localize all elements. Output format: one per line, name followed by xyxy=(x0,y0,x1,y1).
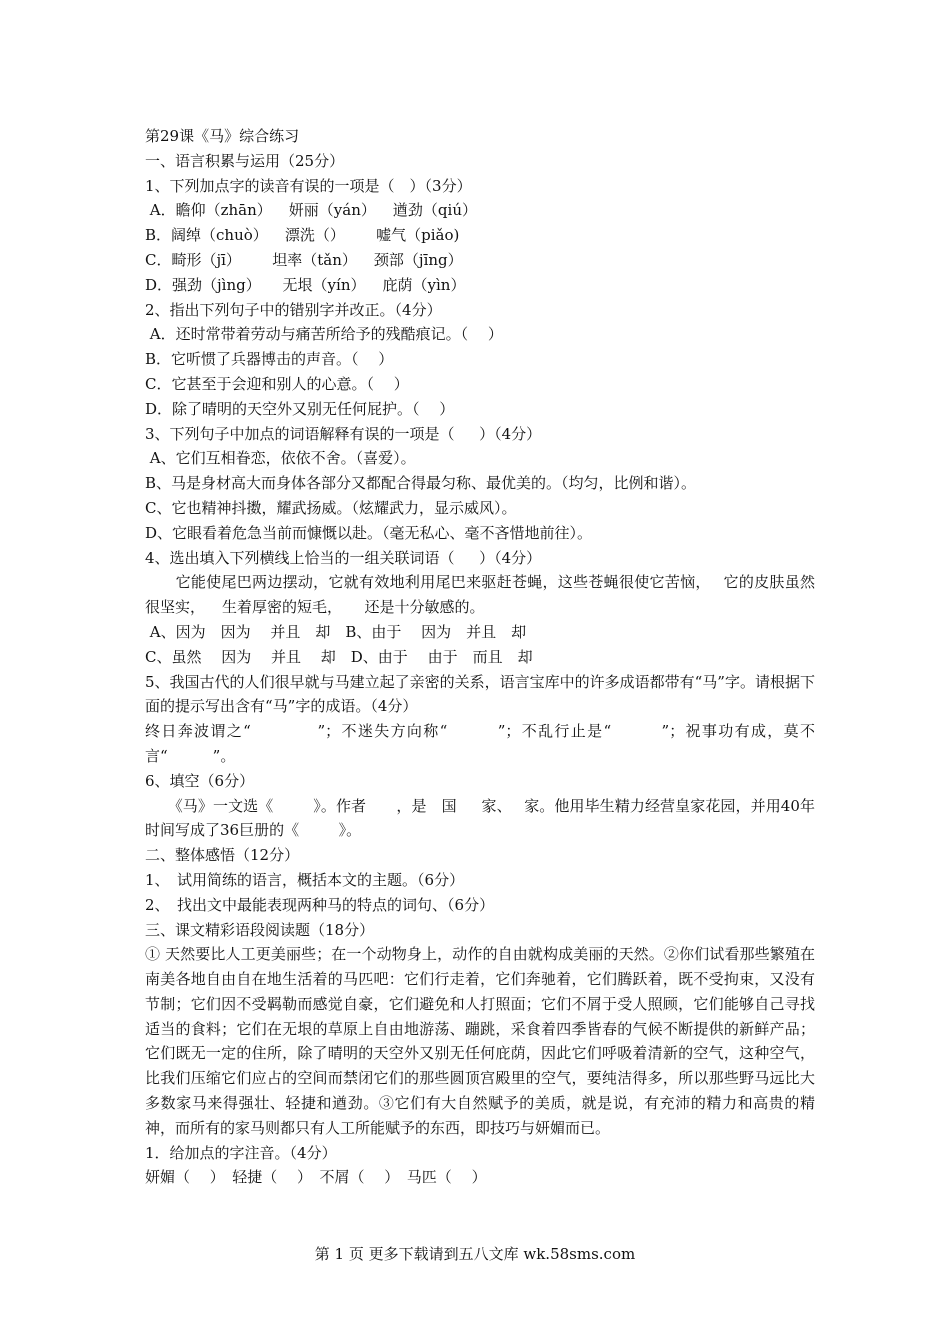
question-6-text: 《马》一文选《 》。作者 ，是 国 家、 家。他用毕生精力经营皇家花园，并用40年时间写成了36巨册的《 》。 xyxy=(145,796,815,840)
section-2-heading: 二、整体感悟（12分） xyxy=(145,846,300,865)
question-3-option-b: B、马是身材高大而身体各部分又都配合得最匀称、最优美的。（均匀，比例和谐）。 xyxy=(145,474,697,493)
question-2-option-a: A．还时常带着劳动与痛苦所给予的残酷痕记。（ ） xyxy=(145,325,503,344)
question-4-stem: 4、选出填入下列横线上恰当的一组关联词语（ ）（4分） xyxy=(145,548,542,567)
question-6-stem: 6、填空（6分） xyxy=(145,771,255,790)
reading-question-1-stem: 1．给加点的字注音。（4分） xyxy=(145,1143,337,1162)
section-3-heading: 三、课文精彩语段阅读题（18分） xyxy=(145,920,375,939)
question-5-stem: 5、我国古代的人们很早就与马建立起了亲密的关系，语言宝库中的许多成语都带有“马”字。请根据下面的提示写出含有“马”字的成语。（4分） xyxy=(145,672,815,716)
section-1-heading: 一、语言积累与运用（25分） xyxy=(145,151,345,170)
question-1-stem: 1、下列加点字的读音有误的一项是（ ）（3分） xyxy=(145,176,472,195)
question-1-option-a: A．瞻仰（zhān） 妍丽（yán） 遒劲（qiú） xyxy=(145,201,477,220)
question-3-option-c: C、它也精神抖擞，耀武扬威。（炫耀武力，显示威风）。 xyxy=(145,498,517,517)
question-2-stem: 2、指出下列句子中的错别字并改正。（4分） xyxy=(145,300,442,319)
question-1-option-b: B．阔绰（chuò） 漂洗（） 嘘气（piǎo) xyxy=(145,226,460,245)
reading-question-1-text: 妍媚（ ） 轻捷（ ） 不屑（ ） 马匹（ ） xyxy=(145,1168,487,1187)
question-2-option-b: B．它听惯了兵器博击的声音。（ ） xyxy=(145,350,394,369)
question-3-stem: 3、下列句子中加点的词语解释有误的一项是（ ）（4分） xyxy=(145,424,542,443)
section-2-item-2: 2、 找出文中最能表现两种马的特点的词句、（6分） xyxy=(145,895,495,914)
section-2-item-1: 1、 试用简练的语言，概括本文的主题。（6分） xyxy=(145,870,465,889)
question-4-options-ab: A、因为 因为 并且 却 B、由于 因为 并且 却 xyxy=(145,622,527,641)
question-5-text: 终日奔波谓之“ ”；不迷失方向称“ ”；不乱行止是“ ”；祝事功有成，莫不言“ ”。 xyxy=(145,722,815,765)
question-1-option-c: C．畸形（jī） 坦率（tǎn） 颈部（jīng） xyxy=(145,250,463,269)
question-4-passage: 它能使尾巴两边摆动，它就有效地利用尾巴来驱赶苍蝇，这些苍蝇很使它苦恼， 它的皮肤虽然很坚实， 生着厚密的短毛， 还是十分敏感的。 xyxy=(145,573,815,617)
question-4-options-cd: C、虽然 因为 并且 却 D、由于 由于 而且 却 xyxy=(145,647,533,666)
question-3-option-a: A、它们互相眷恋，依依不舍。（喜爱）。 xyxy=(145,449,416,468)
document-title: 第29课《马》综合练习 xyxy=(145,127,300,145)
document-body xyxy=(145,124,815,1190)
question-1-option-d: D．强劲（jìng） 无垠（yín） 庇荫（yìn） xyxy=(145,275,466,294)
question-2-option-c: C．它甚至于会迎和别人的心意。（ ） xyxy=(145,374,409,393)
page-footer: 第 1 页 更多下载请到五八文库 wk.58sms.com xyxy=(314,1245,636,1263)
question-3-option-d: D、它眼看着危急当前而慷慨以赴。（毫无私心、毫不吝惜地前往）。 xyxy=(145,523,593,542)
question-2-option-d: D．除了晴明的天空外又别无任何屁护。（ ） xyxy=(145,399,455,418)
reading-passage: ① 天然要比人工更美丽些；在一个动物身上，动作的自由就构成美丽的天然。②你们试看那些繁殖在南美各地自由自在地生活着的马匹吧：它们行走着，它们奔驰着，它们腾跃着，既不受拘束，又没有节制；它们因不受羁勒而感觉自豪，它们避免和人打照面；它们不屑于受人照顾，它们能够自己寻找适当的食料；它们在无垠的草原上自由地游荡、蹦跳，采食着四季皆春的气候不断提供的新鲜产品；它们既无一定的住所，除了晴明的天空外又别无任何庇荫，因此它们呼吸着清新的空气，这种空气，比我们压缩它们应占的空间而禁闭它们的那些圆顶宫殿里的空气，要纯洁得多，所以那些野马远比大多数家马来得强壮、轻捷和遒劲。③它们有大自然赋予的美质，就是说，有充沛的精力和高贵的精神，而所有的家马则都只有人工所能赋予的东西，即技巧与妍媚而已。 xyxy=(145,945,815,1137)
